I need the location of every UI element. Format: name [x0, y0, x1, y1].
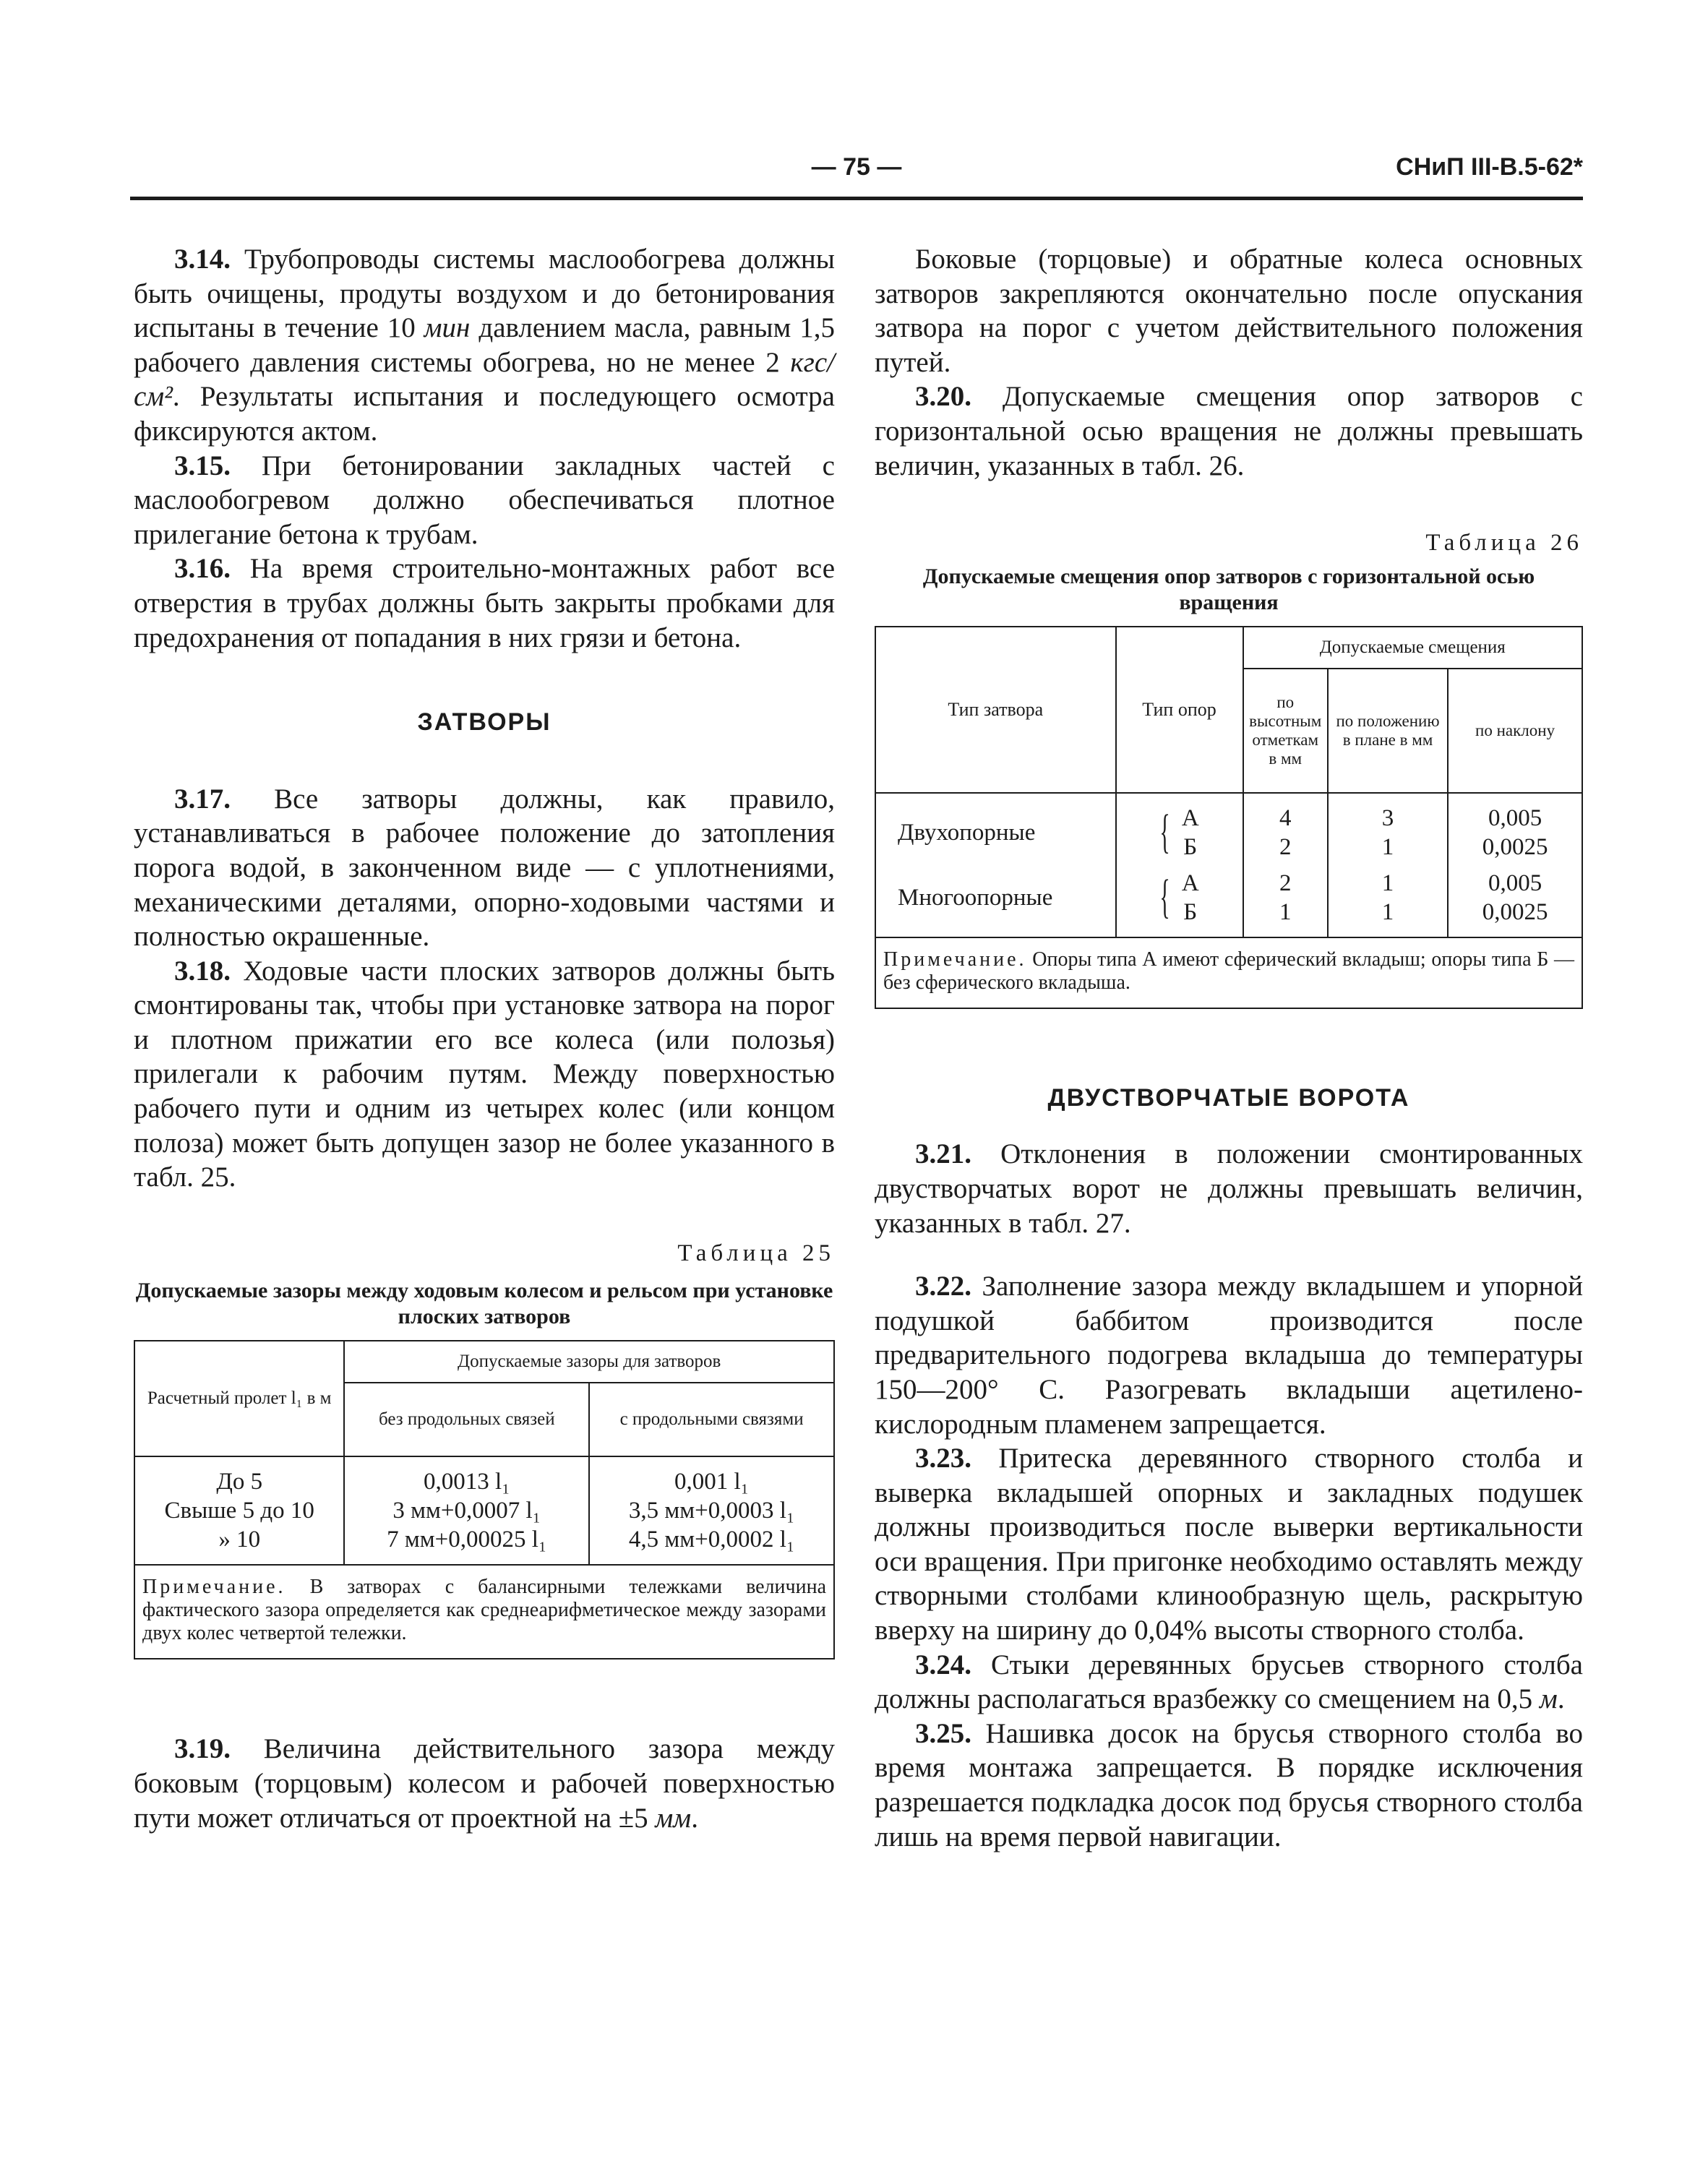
- table-header-cell: по наклону: [1448, 669, 1582, 793]
- table-row: [134, 1456, 834, 1565]
- paragraph-3-16: 3.16. На время строительно-монтажных работ все отверстия в трубах должны быть закрыты пробками для предохранения от попадания в них грязи и бетона.: [134, 553, 835, 653]
- table-cell: Двухопорные Многоопорные: [875, 793, 1116, 937]
- paragraph-3-23: 3.23. Притеска деревянного створного столба и выверка вкладышей опорных и закладных подушек должны производиться после выверки вертикальности оси вращения. При пригонке необходимо оставлять между створными столбами клинообразную щель, раскрытую вверху на ширину до 0,04% высоты створного столба.: [875, 1443, 1583, 1646]
- brace-icon: {: [1159, 870, 1170, 923]
- table-26-block: [875, 526, 1583, 1009]
- table-26-label: Таблица 26: [1425, 530, 1583, 557]
- table-row: [875, 793, 1582, 937]
- section-title-gates: ЗАТВОРЫ: [417, 708, 552, 737]
- table-header-cell: без продольных связей: [344, 1383, 589, 1456]
- paragraph-3-25: 3.25. Нашивка досок на брусья створного столба во время монтажа запрещается. В порядке исключения разрешается подкладка досок под брусья створного столба лишь на время первой навигации.: [875, 1717, 1583, 1852]
- table-cell: До 5 Свыше 5 до 10 » 10: [134, 1456, 344, 1565]
- paragraph-3-20: 3.20. Допускаемые смещения опор затворов с горизонтальной осью вращения не должны превышать величин, указанных в табл. 26.: [875, 381, 1583, 481]
- table-row: [134, 1341, 834, 1383]
- section-title-double-gates: ДВУСТВОРЧАТЫЕ ВОРОТА: [1047, 1083, 1410, 1112]
- table-row: [875, 627, 1582, 669]
- table-header-cell: по положению в плане в мм: [1328, 669, 1448, 793]
- table-25-label: Таблица 25: [677, 1240, 835, 1266]
- paragraph-3-17: 3.17. Все затворы должны, как правило, устанавливаться в рабочее положение до затопления порога водой, в законченном виде — с уплотнениями, механическими деталями, опорно-ходовыми частями и полностью окрашенные.: [134, 783, 835, 953]
- table-cell: 3 1 1 1: [1328, 793, 1448, 937]
- table-cell: 4 2 2 1: [1243, 793, 1328, 937]
- page-number: — 75 —: [811, 153, 902, 181]
- table-header-cell: Тип затвора: [875, 627, 1116, 793]
- paragraph-3-19: 3.19. Величина действительного зазора между боковым (торцовым) колесом и рабочей поверхностью пути может отличаться от проектной на ±5 мм.: [134, 1733, 835, 1834]
- table-row: [875, 937, 1582, 1008]
- table-header-cell: Допускаемые смещения: [1243, 627, 1582, 669]
- paragraph-3-22: 3.22. Заполнение зазора между вкладышем и упорной подушкой баббитом производится после предварительного подогрева вкладыша до температуры 150—200° С. Разогревать вкладыши ацетилено-кислородным пламенем запрещается.: [875, 1271, 1583, 1440]
- brace-icon: {: [1159, 805, 1170, 858]
- paragraph-3-24: 3.24. Стыки деревянных брусьев створного столба должны располагаться вразбежку со смещением на 0,5 м.: [875, 1649, 1583, 1715]
- table-header-cell: по высотным отметкам в мм: [1243, 669, 1328, 793]
- table-25-note: Примечание. В затворах с балансирными тележками величина фактического зазора определяется как среднеарифметическое между зазорами двух колес четвертой тележки.: [134, 1565, 834, 1659]
- paragraph-3-21: 3.21. Отклонения в положении смонтированных двустворчатых ворот не должны превышать величин, указанных в табл. 27.: [875, 1138, 1583, 1239]
- table-25: [134, 1340, 835, 1659]
- left-column: [134, 242, 835, 1835]
- table-cell: 0,001 l₁ 3,5 мм+0,0003 l₁ 4,5 мм+0,0002 l₁: [589, 1456, 834, 1565]
- table-26-caption: Допускаемые смещения опор затворов с горизонтальной осью вращения: [922, 564, 1535, 614]
- table-25-caption: Допускаемые зазоры между ходовым колесом и рельсом при установке плоских затворов: [135, 1279, 833, 1329]
- paragraph-3-18: 3.18. Ходовые части плоских затворов должны быть смонтированы так, чтобы при установке затвора на порог и плотном прижатии его все колеса (или полозья) прилегали к рабочим путям. Между поверхностью рабочего пути и одним из четырех колес (или концом полоза) может быть допущен зазор не более указанного в табл. 25.: [134, 955, 835, 1193]
- table-26: [875, 626, 1583, 1009]
- table-row: [134, 1565, 834, 1659]
- table-header-cell: Расчетный пролет l₁ в м: [134, 1341, 344, 1456]
- table-25-block: [134, 1237, 835, 1660]
- table-cell: 0,005 0,0025 0,005 0,0025: [1448, 793, 1582, 937]
- paragraph-3-14: 3.14. Трубопроводы системы маслообогрева должны быть очищены, продуты воздухом и до бетонирования испытаны в течение 10 мин давлением масла, равным 1,5 рабочего давления системы обогрева, но не менее 2 кгс/см². Результаты испытания и последующего осмотра фиксируются актом.: [134, 244, 835, 447]
- paragraph-intro: Боковые (торцовые) и обратные колеса основных затворов закрепляются окончательно после опускания затвора на порог с учетом действительного положения путей.: [875, 244, 1583, 378]
- paragraph-3-15: 3.15. При бетонировании закладных частей с маслообогревом должно обеспечиваться плотное прилегание бетона к трубам.: [134, 450, 835, 550]
- table-header-cell: Допускаемые зазоры для затворов: [344, 1341, 834, 1383]
- table-header-cell: Тип опор: [1116, 627, 1243, 793]
- table-header-cell: с продольными связями: [589, 1383, 834, 1456]
- document-code: СНиП III-В.5-62*: [1396, 153, 1583, 181]
- right-column: [875, 242, 1583, 1854]
- table-26-note: Примечание. Опоры типа А имеют сферический вкладыш; опоры типа Б — без сферического вкладыша.: [875, 937, 1582, 1008]
- page-header: [130, 152, 1583, 188]
- table-cell: 0,0013 l₁ 3 мм+0,0007 l₁ 7 мм+0,00025 l₁: [344, 1456, 589, 1565]
- table-cell: { А Б { А Б: [1116, 793, 1243, 937]
- header-rule: [130, 197, 1583, 200]
